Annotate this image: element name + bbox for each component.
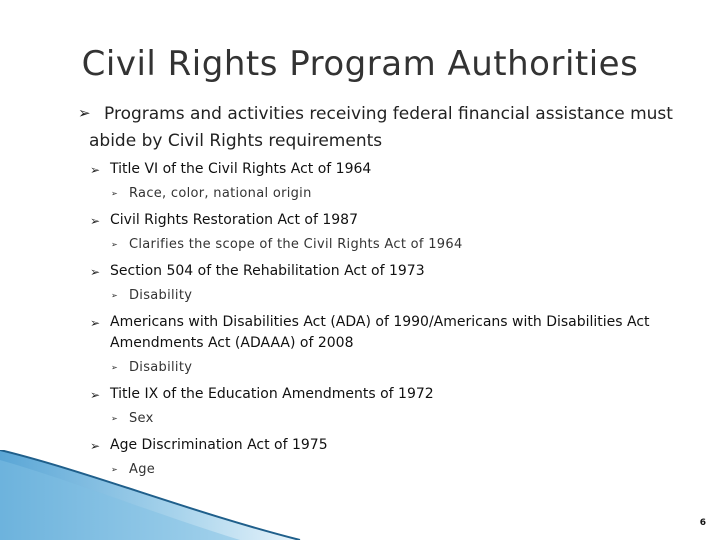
authority-item-sub: Sex [129, 411, 154, 426]
arrow-bullet-icon: ➢ [90, 214, 101, 228]
arrow-bullet-icon: ➢ [78, 104, 91, 122]
authority-item-sub: Disability [129, 360, 193, 375]
arrow-bullet-icon: ➢ [90, 163, 101, 177]
authority-item-sub: Disability [129, 288, 193, 303]
arrow-bullet-icon: ➢ [111, 291, 118, 300]
arrow-bullet-icon: ➢ [90, 388, 101, 402]
authority-item-label: Age Discrimination Act of 1975 [110, 437, 328, 453]
arrow-bullet-icon: ➢ [111, 240, 118, 249]
authority-item-label: Title IX of the Education Amendments of 1972 [110, 386, 434, 402]
arrow-bullet-icon: ➢ [111, 363, 118, 372]
page-number: 6 [699, 518, 706, 528]
authority-item-label: Americans with Disabilities Act (ADA) of 1990/Americans with Disabilities Act [110, 314, 650, 330]
corner-wave-decoration [0, 450, 720, 540]
arrow-bullet-icon: ➢ [90, 316, 101, 330]
arrow-bullet-icon: ➢ [111, 189, 118, 198]
arrow-bullet-icon: ➢ [90, 265, 101, 279]
authority-item-label: Civil Rights Restoration Act of 1987 [110, 212, 358, 228]
slide-title: Civil Rights Program Authorities [81, 44, 639, 84]
authority-item-sub: Age [129, 462, 156, 477]
arrow-bullet-icon: ➢ [111, 414, 118, 423]
arrow-bullet-icon: ➢ [111, 465, 118, 474]
arrow-bullet-icon: ➢ [90, 439, 101, 453]
authority-item-sub: Race, color, national origin [129, 186, 312, 201]
authority-item-sub: Clarifies the scope of the Civil Rights Act of 1964 [129, 237, 463, 252]
authority-item-label-cont: Amendments Act (ADAAA) of 2008 [110, 335, 354, 351]
authority-item-label: Title VI of the Civil Rights Act of 1964 [110, 161, 372, 177]
intro-line-2: abide by Civil Rights requirements [89, 131, 383, 151]
authority-item-label: Section 504 of the Rehabilitation Act of 1973 [110, 263, 425, 279]
intro-line-1: Programs and activities receiving federal financial assistance must [104, 104, 673, 124]
